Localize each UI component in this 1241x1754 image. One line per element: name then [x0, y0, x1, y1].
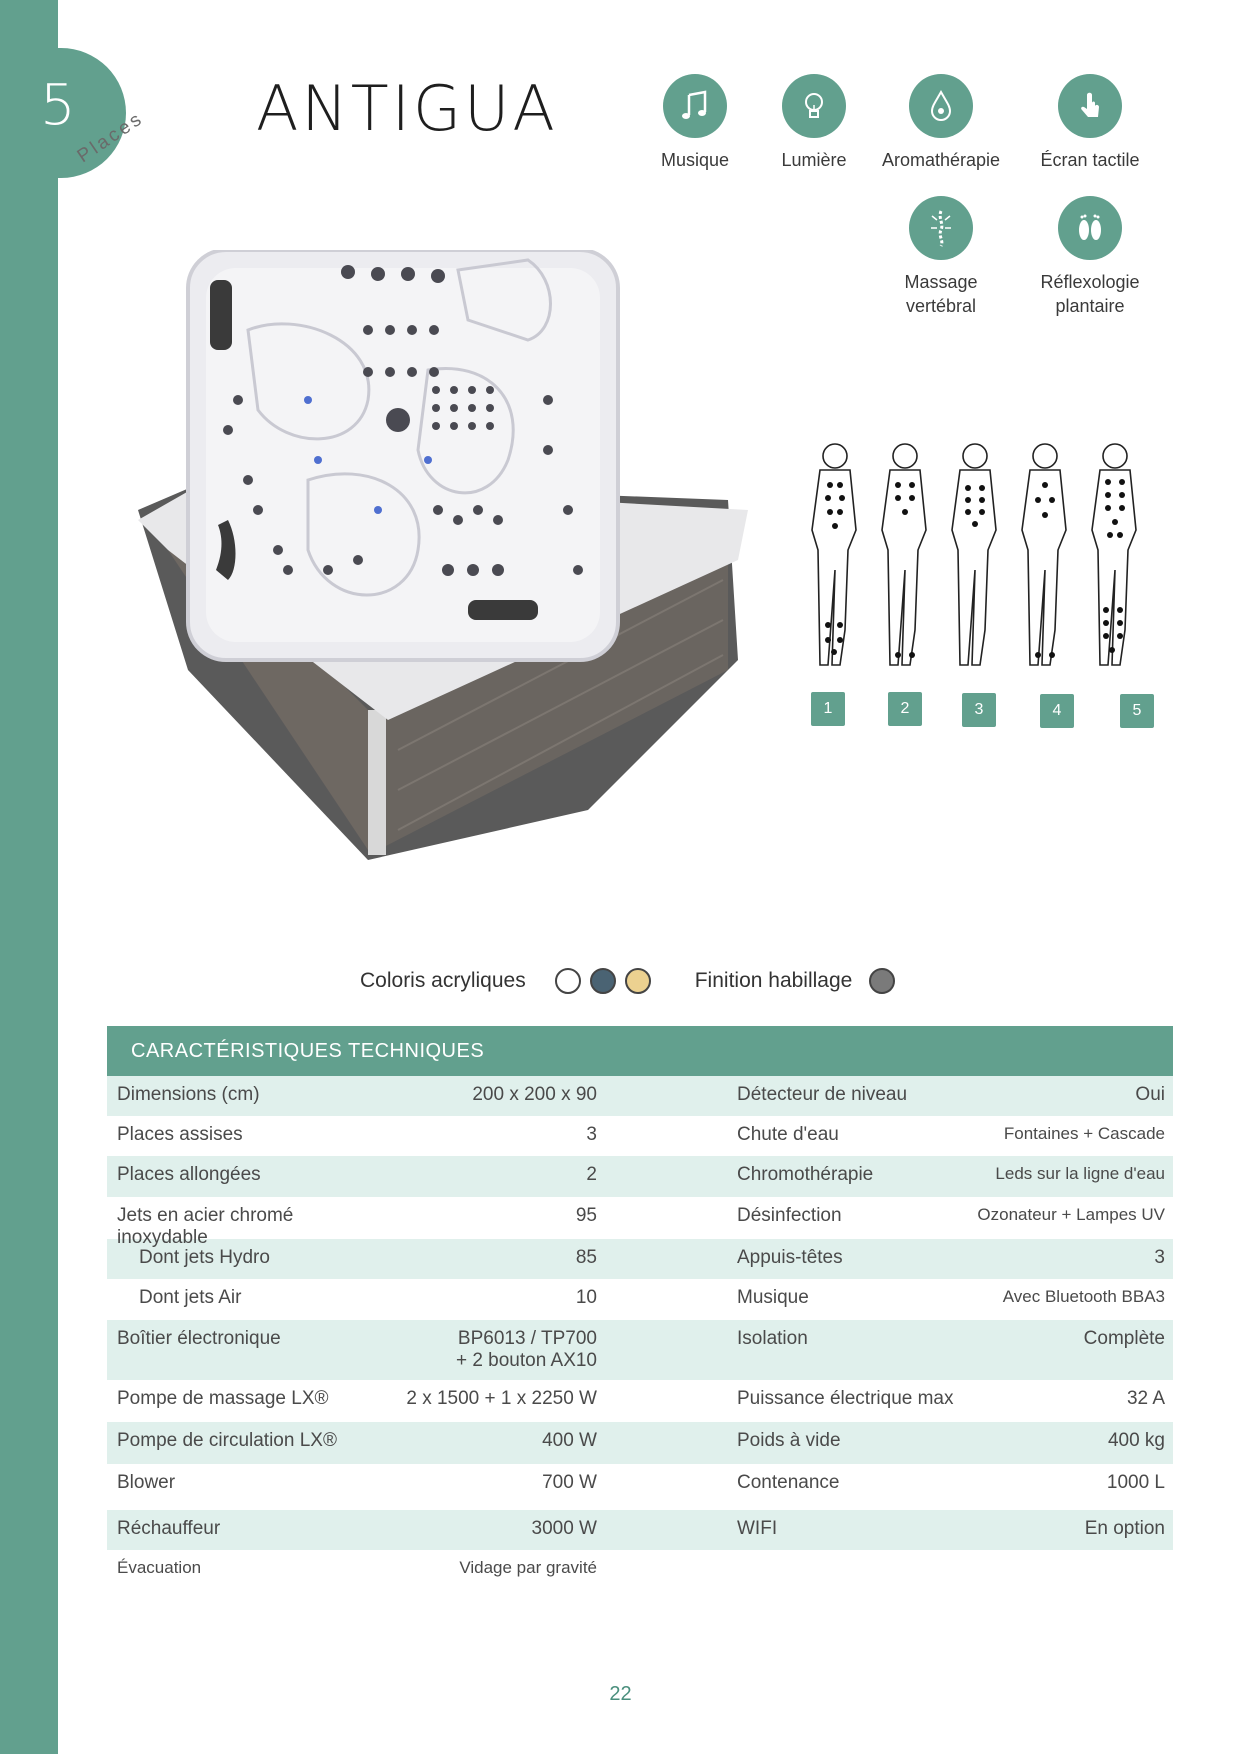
- spec-label: Poids à vide: [737, 1430, 841, 1451]
- spec-value-line: 95: [575, 1205, 597, 1226]
- spec-label: Places assises: [117, 1124, 243, 1145]
- table-row: [107, 1464, 1173, 1510]
- spec-value-line: 700 W: [542, 1472, 597, 1493]
- table-row: [107, 1116, 1173, 1156]
- spec-value: Leds sur la ligne d'eau: [995, 1164, 1165, 1183]
- spec-value: Oui: [1135, 1084, 1165, 1105]
- spec-value-line: 400 W: [542, 1430, 597, 1451]
- spec-label: Places allongées: [117, 1164, 261, 1185]
- table-row: [107, 1156, 1173, 1197]
- spec-value: Fontaines + Cascade: [1003, 1124, 1165, 1143]
- feature-label: Lumière: [781, 150, 847, 170]
- spec-label: Dont jets Air: [139, 1287, 242, 1308]
- table-row: [107, 1320, 1173, 1380]
- spec-value: En option: [1084, 1518, 1165, 1539]
- spec-label: Blower: [117, 1472, 176, 1493]
- feature-label: Écran tactile: [1040, 150, 1140, 170]
- spec-value-line: 3: [586, 1124, 597, 1145]
- spec-value-line: 2 x 1500 + 1 x 2250 W: [406, 1388, 597, 1409]
- spec-label: Musique: [737, 1287, 809, 1308]
- swatch-grey: [869, 968, 895, 994]
- lightbulb-icon: [782, 74, 846, 138]
- spec-value: [387, 1124, 597, 1146]
- spec-table-title: CARACTÉRISTIQUES TECHNIQUES: [107, 1026, 1173, 1076]
- finish-swatches: [860, 968, 895, 994]
- spec-value-line: 3000 W: [531, 1518, 597, 1539]
- zone-badge-4: 4: [1040, 694, 1074, 728]
- spec-label: Désinfection: [737, 1205, 842, 1226]
- feature-label: Aromathérapie: [881, 150, 1001, 170]
- spec-value-line: Vidage par gravité: [459, 1558, 597, 1577]
- feature-ecran-tactile: [1015, 74, 1165, 172]
- places-label: Places: [73, 107, 148, 168]
- spec-value: [387, 1205, 597, 1227]
- spec-label: Réchauffeur: [117, 1518, 221, 1539]
- spec-value-line: 10: [575, 1287, 597, 1308]
- table-row: [107, 1380, 1173, 1422]
- spec-label: Puissance électrique max: [737, 1388, 954, 1409]
- spec-label: Jets en acier chromé inoxydable: [117, 1205, 294, 1248]
- feet-icon: [1058, 196, 1122, 260]
- feature-aromatherapie: [866, 74, 1016, 172]
- spec-label: Dont jets Hydro: [139, 1247, 270, 1268]
- spec-value-line: + 2 bouton AX10: [455, 1350, 597, 1371]
- spec-value: 1000 L: [1106, 1472, 1165, 1493]
- acrylic-colors-label: Coloris acryliques: [360, 969, 526, 992]
- table-row: [107, 1510, 1173, 1550]
- spec-value: Ozonateur + Lampes UV: [977, 1205, 1165, 1224]
- spec-label: Évacuation: [117, 1558, 202, 1577]
- body-figure-1: [812, 444, 856, 665]
- spec-value: [387, 1388, 597, 1410]
- spec-value: [387, 1287, 597, 1309]
- table-row: [107, 1279, 1173, 1320]
- aroma-drop-icon: [909, 74, 973, 138]
- spec-value: [387, 1247, 597, 1269]
- feature-label: Réflexologie plantaire: [1040, 272, 1140, 316]
- spec-value: [387, 1084, 597, 1106]
- swatch-sand: [625, 968, 651, 994]
- touch-icon: [1058, 74, 1122, 138]
- spec-value: [387, 1430, 597, 1452]
- feature-massage-vertebral: [866, 196, 1016, 318]
- spec-label: Détecteur de niveau: [737, 1084, 908, 1105]
- zone-badge-3: 3: [962, 693, 996, 727]
- table-row: [107, 1076, 1173, 1116]
- finish-label: Finition habillage: [694, 969, 853, 992]
- spec-label: Chute d'eau: [737, 1124, 839, 1145]
- spec-rows: [107, 1076, 1173, 1590]
- massage-zone-figures: [790, 440, 1170, 680]
- spec-value: Complète: [1083, 1328, 1165, 1349]
- spec-label: WIFI: [737, 1518, 778, 1539]
- spec-label: Pompe de circulation LX®: [117, 1430, 337, 1451]
- spec-value: Avec Bluetooth BBA3: [1002, 1287, 1165, 1306]
- spec-value-line: 200 x 200 x 90: [472, 1084, 597, 1105]
- zone-badge-2: 2: [888, 692, 922, 726]
- spec-label: Appuis-têtes: [737, 1247, 843, 1268]
- spec-label: Dimensions (cm): [117, 1084, 260, 1105]
- acrylic-swatches: [546, 968, 651, 994]
- spec-value: [387, 1472, 597, 1494]
- spec-value: [387, 1518, 597, 1540]
- spec-value: [387, 1558, 597, 1578]
- spec-label: Boîtier électronique: [117, 1328, 281, 1349]
- places-count: 5: [40, 73, 76, 138]
- feature-label: Musique: [660, 150, 730, 170]
- swatch-white: [555, 968, 581, 994]
- zone-badge-5: 5: [1120, 694, 1154, 728]
- spec-value-line: 85: [575, 1247, 597, 1268]
- page-number: 22: [609, 1683, 632, 1705]
- music-note-icon: [663, 74, 727, 138]
- table-row: [107, 1550, 1173, 1590]
- table-row: [107, 1197, 1173, 1248]
- spec-value: 3: [1154, 1247, 1165, 1268]
- spa-product-image: [128, 250, 748, 870]
- colors-row: [360, 968, 895, 994]
- feature-label: Massage vertébral: [904, 272, 978, 316]
- zone-badge-1: 1: [811, 692, 845, 726]
- spec-value-line: 2: [586, 1164, 597, 1185]
- spec-value: [387, 1328, 597, 1372]
- table-row: [107, 1422, 1173, 1464]
- swatch-slate: [590, 968, 616, 994]
- spec-label: Chromothérapie: [737, 1164, 874, 1185]
- spec-label: Contenance: [737, 1472, 840, 1493]
- left-sidebar-band: [0, 0, 58, 1754]
- product-title: ANTIGUA: [256, 72, 558, 145]
- spine-icon: [909, 196, 973, 260]
- spec-label: Isolation: [737, 1328, 808, 1349]
- spec-label: Pompe de massage LX®: [117, 1388, 329, 1409]
- spec-value: 400 kg: [1107, 1430, 1165, 1451]
- feature-reflexologie: [1015, 196, 1165, 318]
- spec-table: [107, 1026, 1173, 1590]
- spec-value: 32 A: [1126, 1388, 1165, 1409]
- spec-value-line: BP6013 / TP700: [457, 1328, 597, 1349]
- spec-value: [387, 1164, 597, 1186]
